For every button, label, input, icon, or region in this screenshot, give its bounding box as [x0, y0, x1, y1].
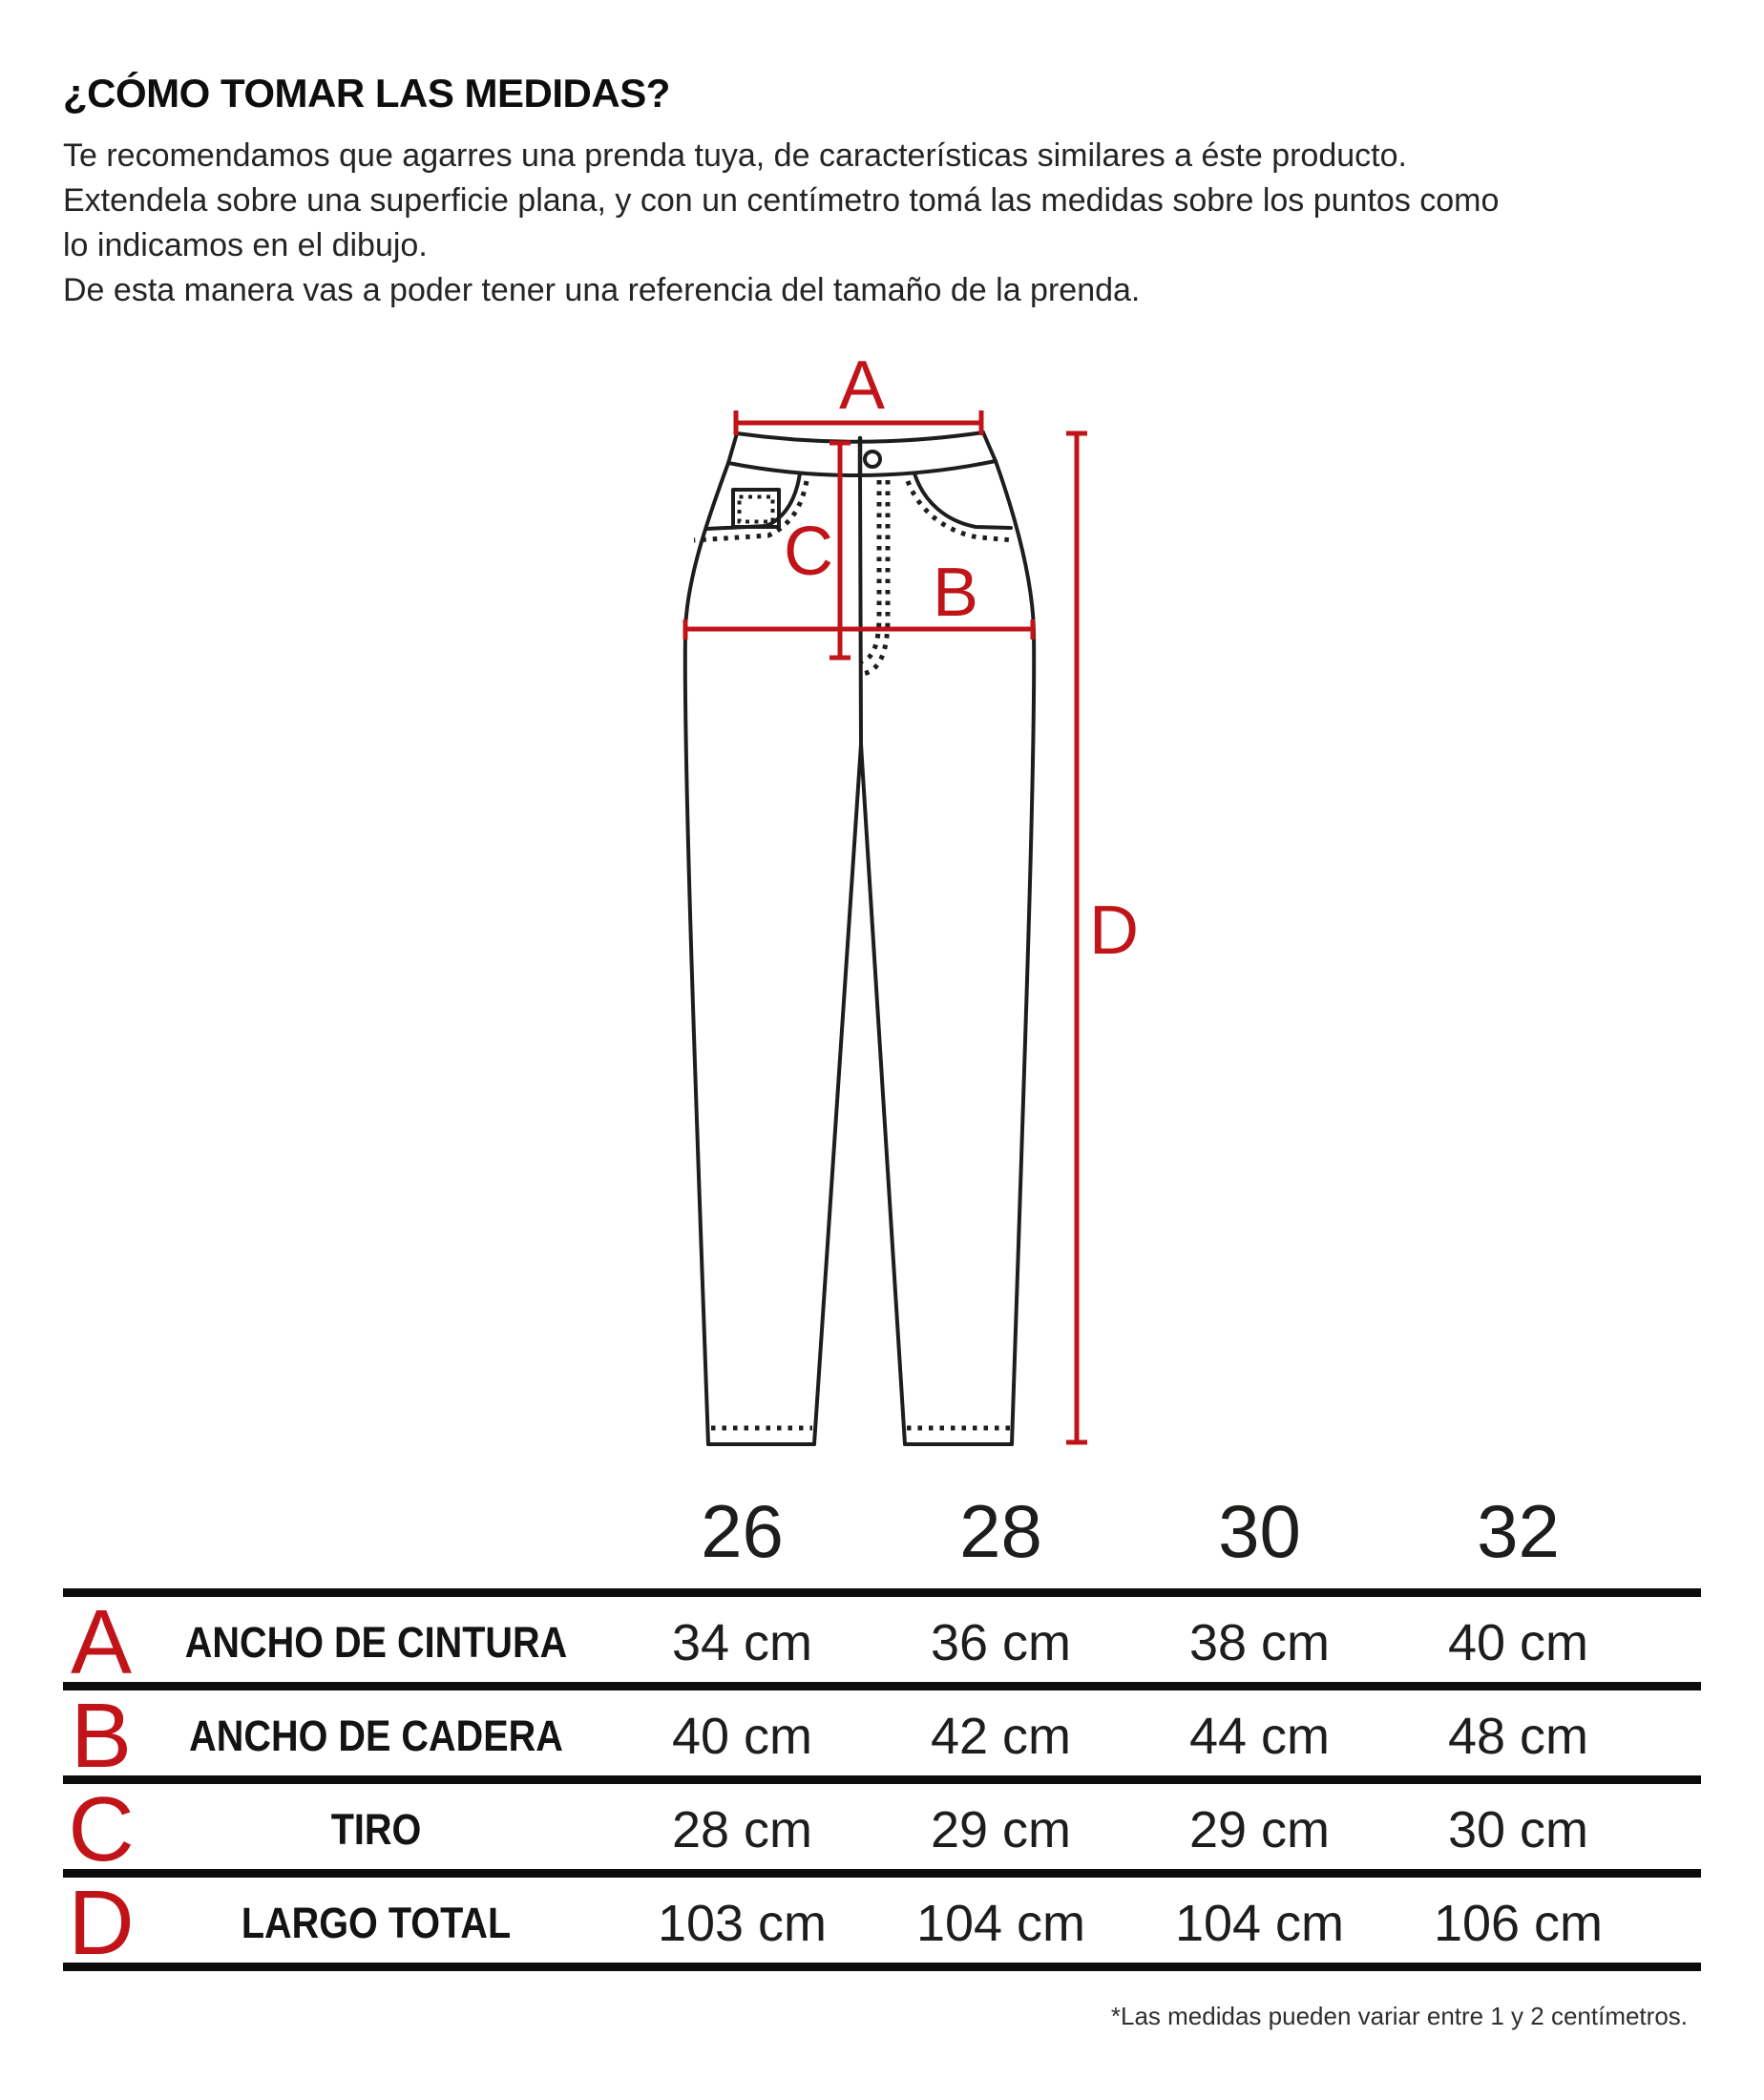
row-label: ANCHO DE CADERA [189, 1712, 563, 1760]
value-cell: 36 cm [930, 1614, 1072, 1671]
value-cell: 40 cm [1447, 1614, 1589, 1671]
pants-drawing [685, 432, 1034, 1444]
measurement-disclaimer: *Las medidas pueden variar entre 1 y 2 centímetros. [1110, 2002, 1688, 2030]
row-letter: B [70, 1685, 133, 1787]
table-row-total-length [63, 1869, 1701, 1974]
value-cell: 38 cm [1188, 1614, 1331, 1671]
row-letter: A [70, 1591, 133, 1693]
left-side-seam [685, 463, 728, 1444]
measure-label-b: B [932, 555, 979, 631]
value-cell: 29 cm [1188, 1801, 1331, 1858]
coin-pocket-stitch [740, 497, 773, 522]
waistband-left-end [728, 433, 737, 463]
page-title: ¿CÓMO TOMAR LAS MEDIDAS? [63, 71, 670, 116]
value-cell: 104 cm [1174, 1895, 1345, 1952]
value-cell: 103 cm [657, 1895, 828, 1952]
row-label: TIRO [330, 1805, 422, 1854]
measure-label-d: D [1089, 892, 1139, 969]
value-cell: 40 cm [671, 1708, 813, 1765]
size-column-header: 30 [1218, 1489, 1301, 1573]
right-pocket-opening [914, 473, 1011, 528]
value-cell: 30 cm [1447, 1801, 1589, 1858]
table-row-waist [63, 1588, 1701, 1693]
right-inseam [861, 745, 905, 1444]
size-table [63, 1475, 1701, 1974]
row-letter: C [68, 1778, 135, 1880]
value-cell: 48 cm [1447, 1708, 1589, 1765]
size-column-header: 28 [959, 1489, 1042, 1573]
value-cell: 106 cm [1433, 1895, 1604, 1952]
row-letter: D [68, 1872, 135, 1974]
left-inseam [814, 745, 861, 1444]
waistband-right-end [983, 432, 996, 461]
size-column-header: 26 [701, 1489, 784, 1573]
size-table-header-row [63, 1475, 1701, 1588]
row-label: LARGO TOTAL [241, 1899, 512, 1947]
row-label: ANCHO DE CINTURA [184, 1618, 568, 1667]
value-cell: 34 cm [671, 1614, 813, 1671]
measure-label-c: C [784, 514, 833, 590]
instruction-line: Extendela sobre una superficie plana, y con un centímetro tomá las medidas sobre los puntos como [63, 182, 1500, 219]
value-cell: 28 cm [671, 1801, 813, 1858]
value-cell: 104 cm [915, 1895, 1086, 1952]
value-cell: 44 cm [1188, 1708, 1331, 1765]
size-column-header: 32 [1477, 1489, 1560, 1573]
table-row-hip [63, 1682, 1701, 1787]
fly-stitch-inner [862, 480, 879, 662]
button [865, 452, 880, 467]
measure-label-a: A [838, 347, 886, 424]
value-cell: 29 cm [930, 1801, 1072, 1858]
instruction-line: lo indicamos en el dibujo. [63, 227, 428, 263]
instruction-line: Te recomendamos que agarres una prenda tuya, de características similares a éste producto. [63, 137, 1407, 174]
measure-d-length [1066, 433, 1087, 1442]
instructions-paragraph [63, 134, 1499, 313]
fly-line [860, 474, 861, 744]
instruction-line: De esta manera vas a poder tener una referencia del tamaño de la prenda. [63, 272, 1141, 308]
table-row-rise [63, 1775, 1701, 1880]
value-cell: 42 cm [930, 1708, 1072, 1765]
right-side-seam [996, 461, 1034, 1444]
